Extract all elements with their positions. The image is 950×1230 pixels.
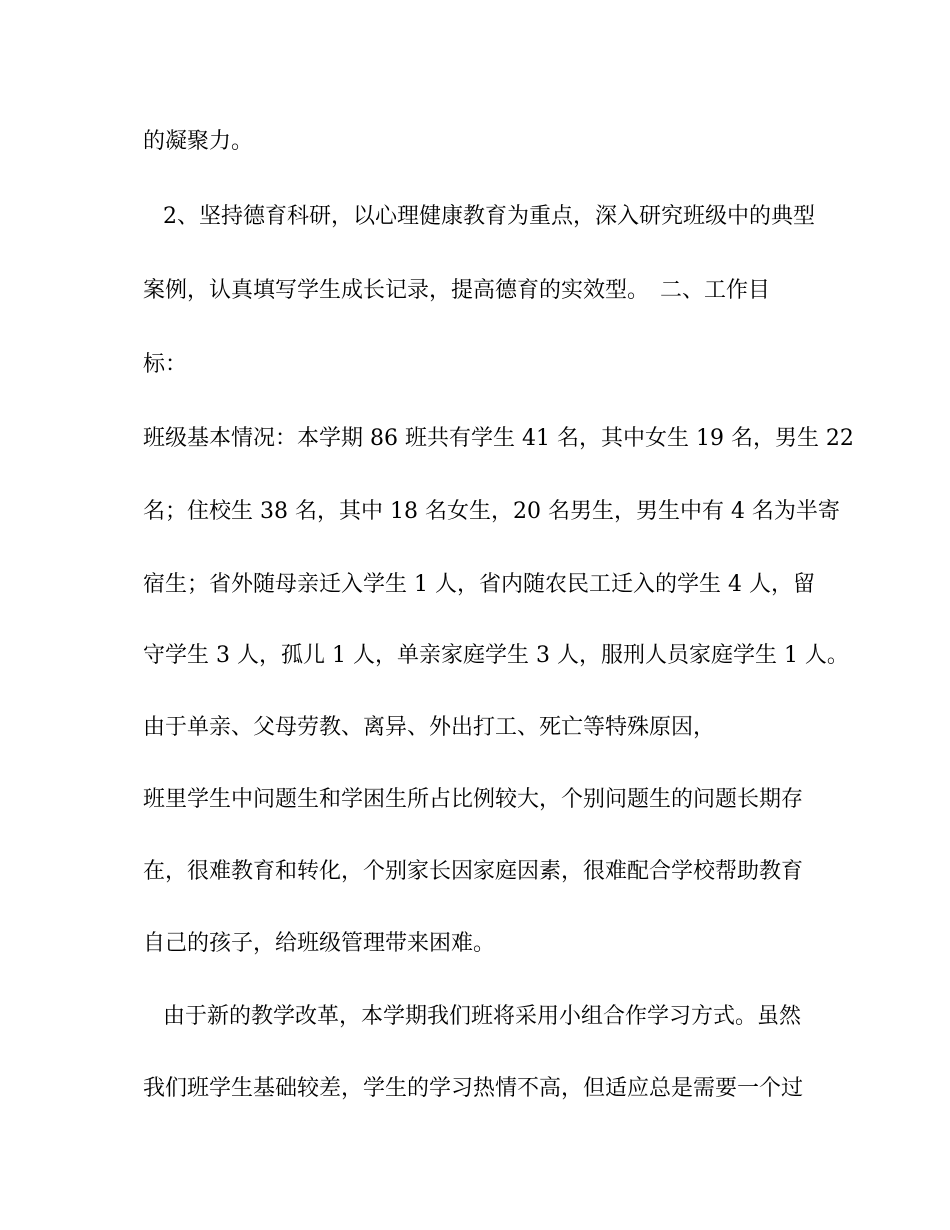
text-line-9: 由于单亲、父母劳教、离异、外出打工、死亡等特殊原因， [143, 715, 716, 740]
text-line-5: 班级基本情况：本学期 86 班共有学生 41 名，其中女生 19 名，男生 22 [143, 426, 854, 451]
text-line-6: 名；住校生 38 名，其中 18 名女生，20 名男生，男生中有 4 名为半寄 [143, 499, 840, 524]
text-line-13: 由于新的教学改革，本学期我们班将采用小组合作学习方式。虽然 [163, 1004, 802, 1029]
text-line-4: 标： [143, 352, 188, 377]
text-line-1: 的凝聚力。 [143, 129, 254, 154]
text-line-8: 守学生 3 人，孤儿 1 人，单亲家庭学生 3 人，服刑人员家庭学生 1 人。 [143, 643, 849, 668]
text-line-10: 班里学生中问题生和学困生所占比例较大，个别问题生的问题长期存 [143, 787, 804, 812]
text-line-12: 自己的孩子，给班级管理带来困难。 [143, 931, 496, 956]
text-line-3: 案例，认真填写学生成长记录，提高德育的实效型。 二、工作目 [143, 278, 771, 303]
text-line-2: 2、坚持德育科研，以心理健康教育为重点，深入研究班级中的典型 [163, 204, 815, 229]
text-line-7: 宿生；省外随母亲迁入学生 1 人，省内随农民工迁入的学生 4 人，留 [143, 572, 815, 597]
text-line-11: 在，很难教育和转化，个别家长因家庭因素，很难配合学校帮助教育 [143, 859, 804, 884]
text-line-14: 我们班学生基础较差，学生的学习热情不高，但适应总是需要一个过 [143, 1076, 804, 1101]
